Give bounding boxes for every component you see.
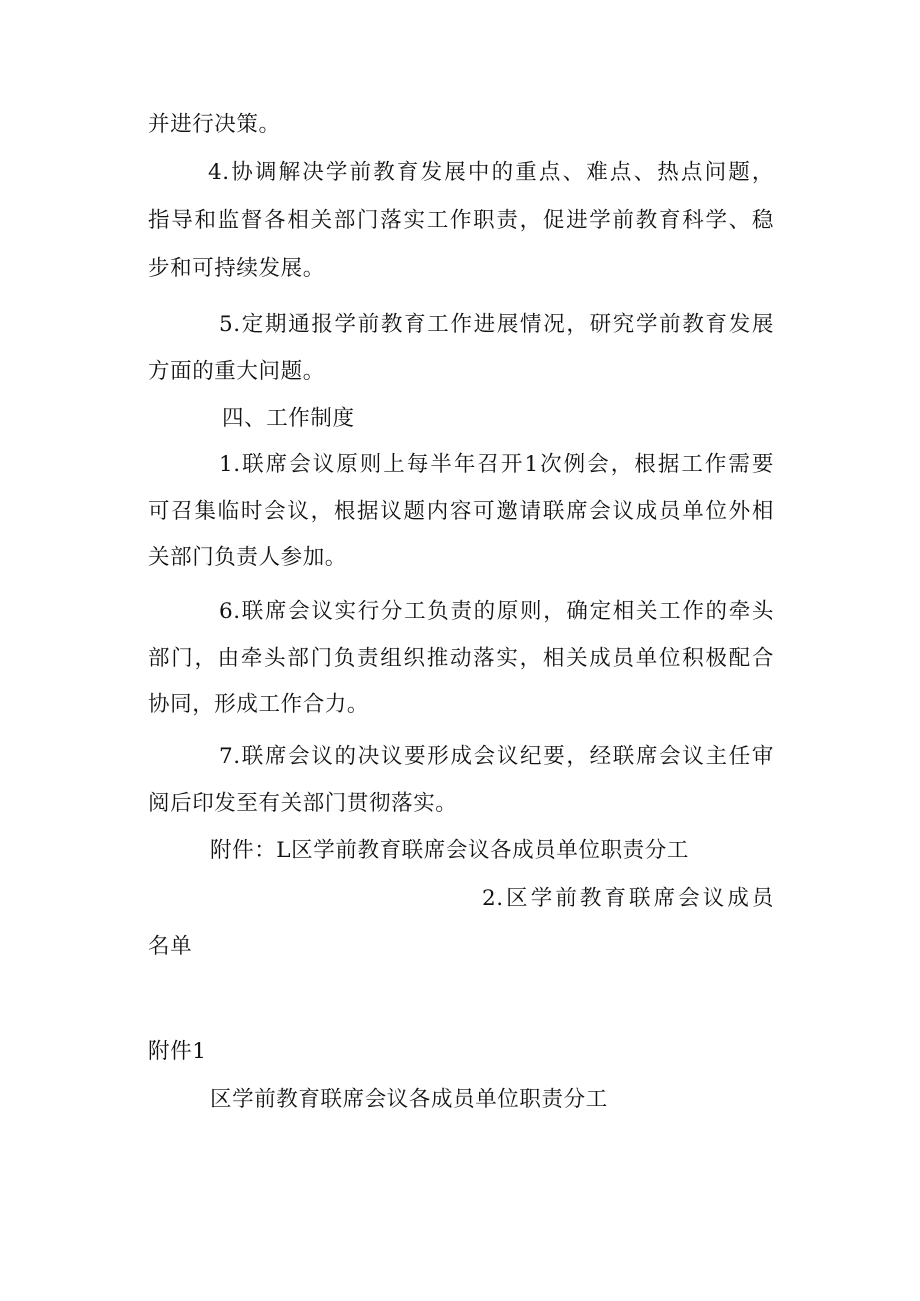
rule-1-line-1: 1.联席会议原则上每半年召开1次例会，根据工作需要 — [219, 452, 774, 477]
paragraph-4-line-3: 步和可持续发展。 — [148, 256, 325, 281]
rule-7-line-1: 7.联席会议的决议要形成会议纪要，经联席会议主任审 — [219, 744, 774, 769]
paragraph-5-line-2: 方面的重大问题。 — [148, 359, 325, 384]
paragraph-5-line-1: 5.定期通报学前教育工作进展情况，研究学前教育发展 — [219, 312, 774, 337]
attachment-title: 区学前教育联席会议各成员单位职责分工 — [210, 1087, 608, 1112]
paragraph-4-line-2: 指导和监督各相关部门落实工作职责，促进学前教育科学、稳 — [148, 208, 774, 233]
rule-6-line-3: 协同，形成工作合力。 — [148, 692, 370, 717]
attachment-list-line-2: 2.区学前教育联席会议成员 — [482, 886, 774, 911]
attachment-label: 附件1 — [148, 1039, 207, 1064]
text-line: 并进行决策。 — [148, 112, 281, 137]
rule-1-line-2: 可召集临时会议，根据议题内容可邀请联席会议成员单位外相 — [148, 499, 774, 524]
attachment-list-line-3: 名单 — [148, 934, 193, 959]
attachment-list-line-1: 附件：L区学前教育联席会议各成员单位职责分工 — [210, 838, 689, 863]
paragraph-4-line-1: 4.协调解决学前教育发展中的重点、难点、热点问题， — [208, 160, 774, 185]
section-heading: 四、工作制度 — [222, 406, 355, 431]
rule-7-line-2: 阅后印发至有关部门贯彻落实。 — [148, 791, 458, 816]
rule-1-line-3: 关部门负责人参加。 — [148, 545, 347, 570]
rule-6-line-2: 部门，由牵头部门负责组织推动落实，相关成员单位积极配合 — [148, 646, 774, 671]
rule-6-line-1: 6.联席会议实行分工负责的原则，确定相关工作的牵头 — [219, 599, 774, 624]
